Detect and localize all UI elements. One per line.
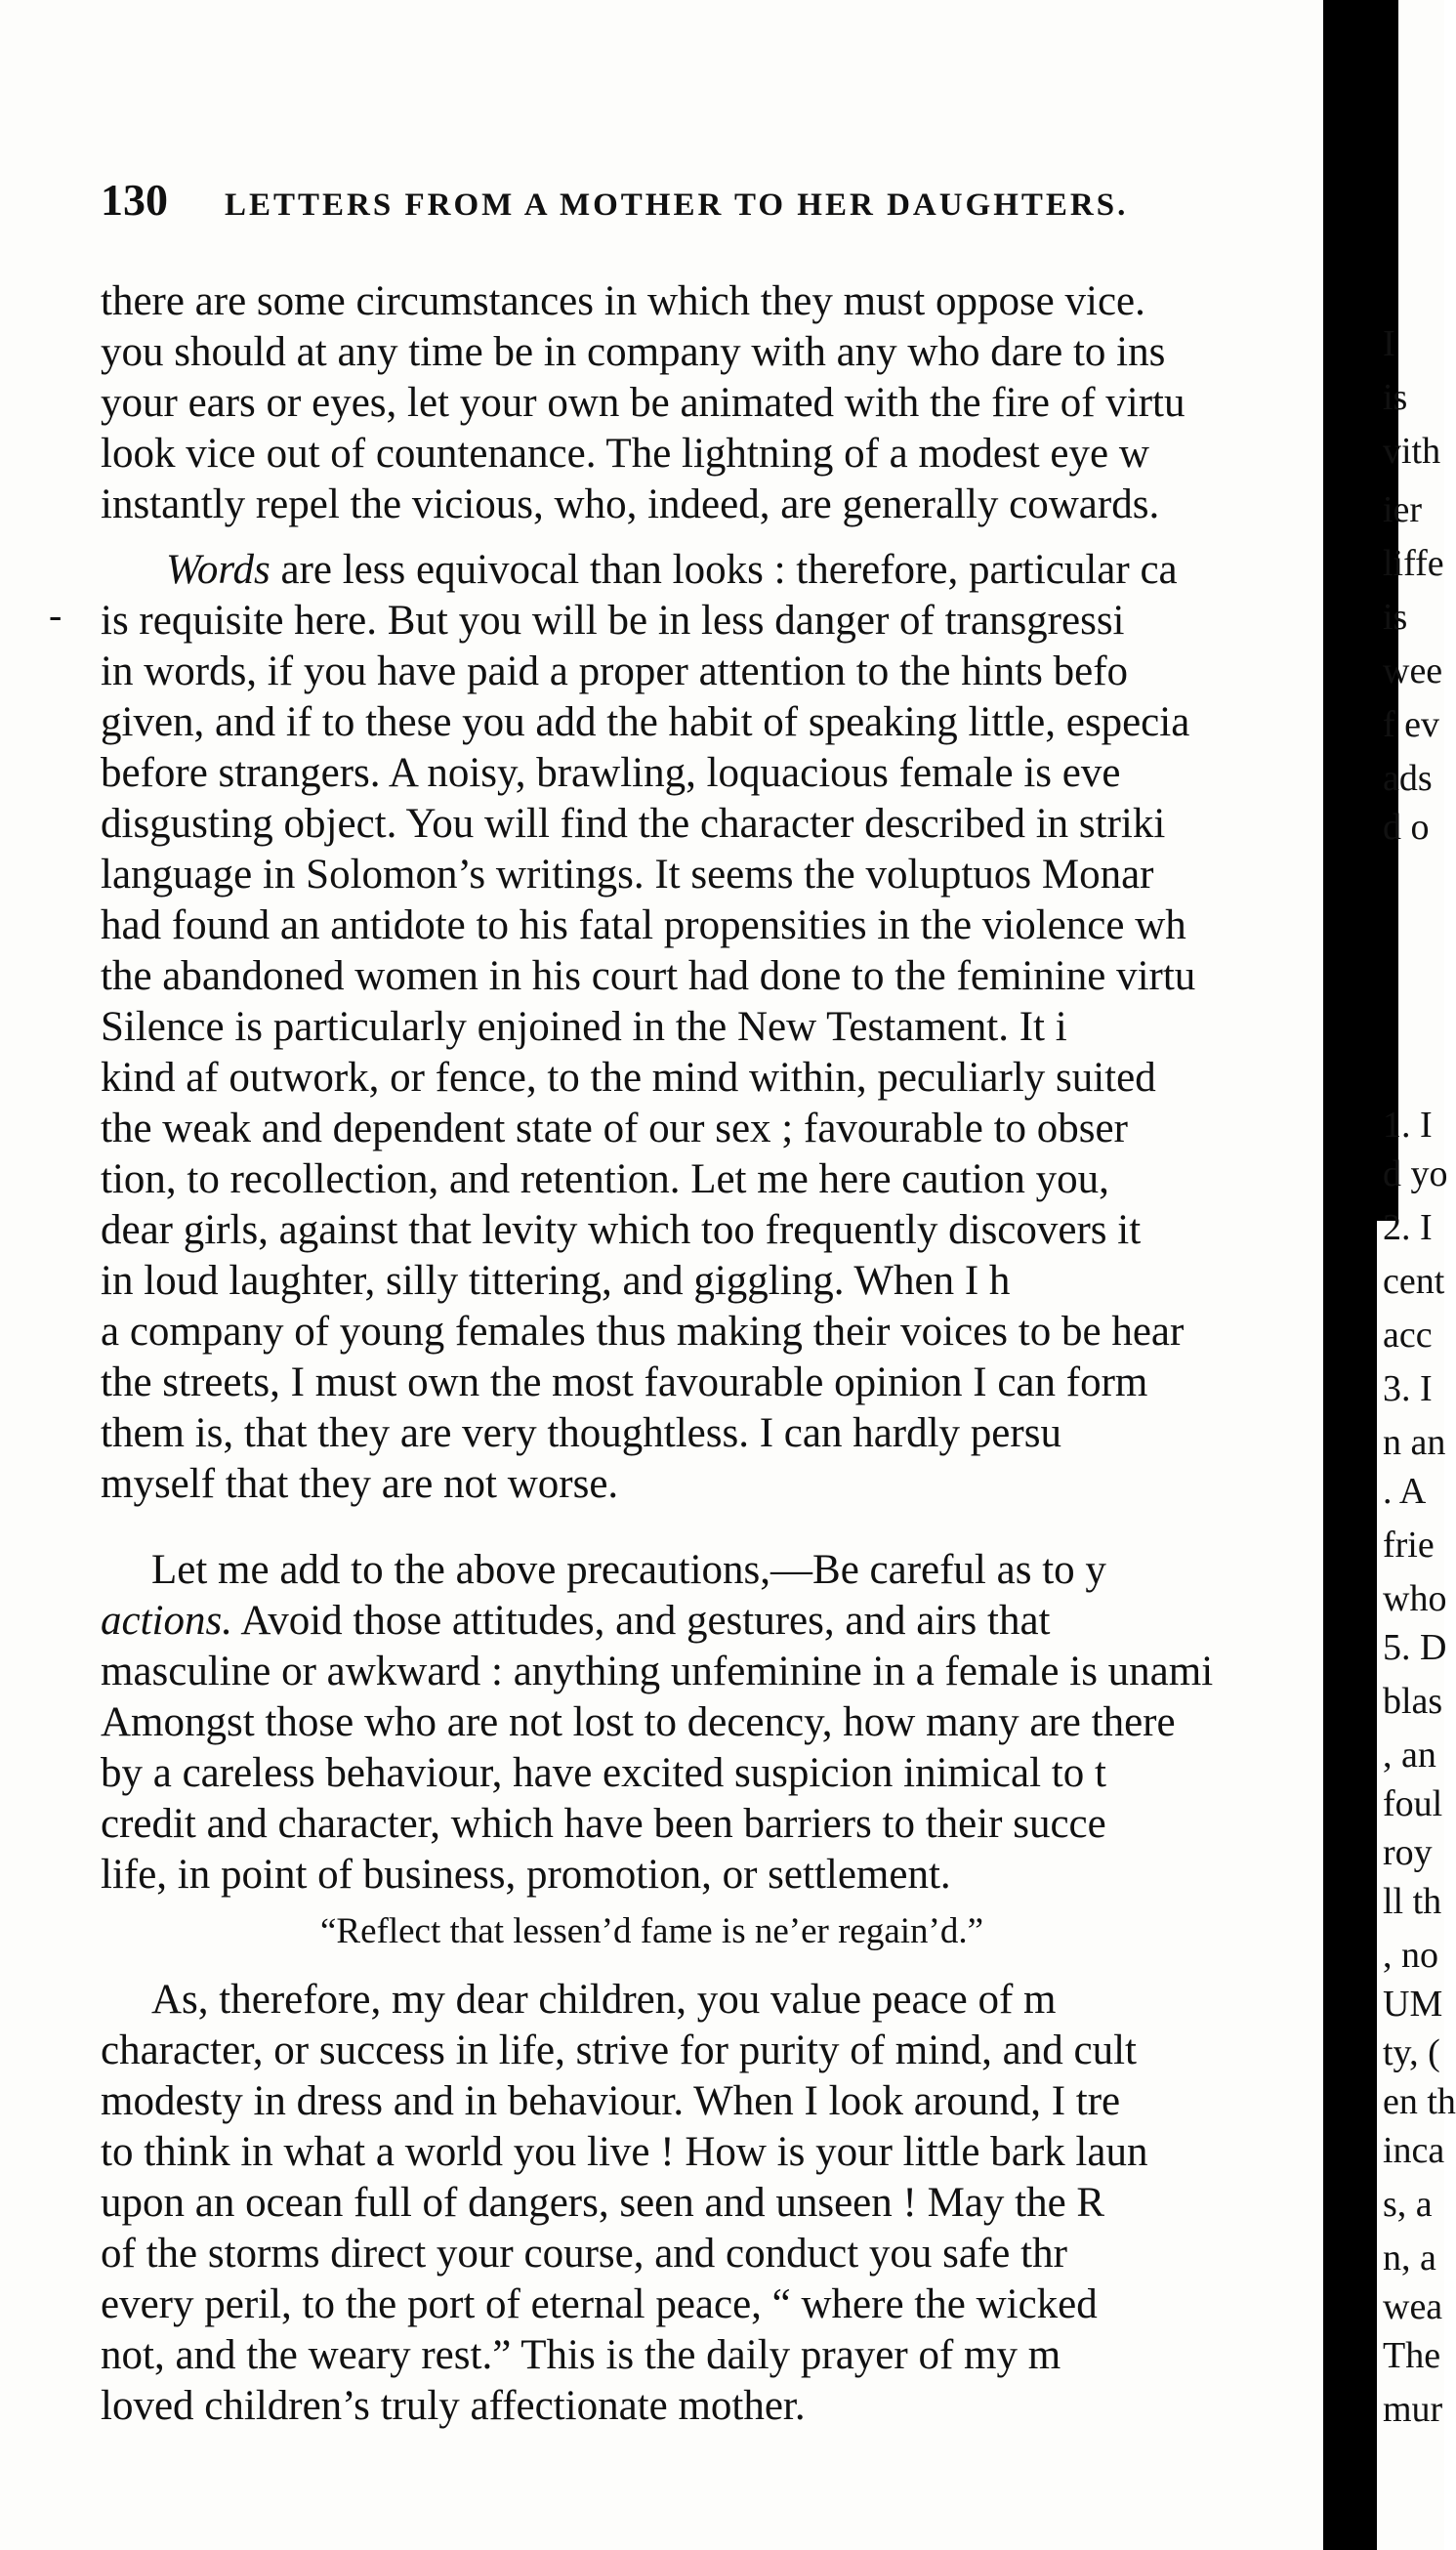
margin-fragment: foul bbox=[1383, 1783, 1443, 1824]
text-line: loved children’s truly affectionate mother. bbox=[101, 2383, 806, 2429]
margin-fragment: UM bbox=[1383, 1984, 1443, 2025]
margin-fragment: is bbox=[1383, 597, 1408, 638]
margin-fragment: is bbox=[1383, 377, 1408, 418]
margin-fragment: blas bbox=[1383, 1681, 1443, 1722]
italic-word: Words bbox=[166, 547, 270, 593]
margin-fragment: who bbox=[1383, 1578, 1447, 1619]
text-line: to think in what a world you live ! How is your little bark laun bbox=[101, 2129, 1148, 2175]
margin-fragment: d yo bbox=[1383, 1153, 1448, 1194]
margin-fragment: ll th bbox=[1383, 1881, 1442, 1922]
margin-fragment: acc bbox=[1383, 1315, 1433, 1356]
margin-fragment: n, a bbox=[1383, 2237, 1436, 2278]
text-line: kind af outwork, or fence, to the mind within, peculiarly suited bbox=[101, 1055, 1156, 1101]
text-line: the streets, I must own the most favourable opinion I can form bbox=[101, 1359, 1148, 1405]
margin-fragment: , an bbox=[1383, 1735, 1436, 1776]
paragraph-first-line: As, therefore, my dear children, you value peace of m bbox=[151, 1977, 1057, 2023]
margin-fragment: en th bbox=[1383, 2081, 1456, 2122]
text-line: tion, to recollection, and retention. Let me here caution you, bbox=[101, 1156, 1109, 1202]
margin-fragment: , no bbox=[1383, 1935, 1438, 1976]
text-line: the abandoned women in his court had done to the feminine virtu bbox=[101, 953, 1196, 999]
text-line: dear girls, against that levity which too frequently discovers it bbox=[101, 1207, 1142, 1253]
margin-fragment: I bbox=[1383, 323, 1395, 364]
margin-fragment: inca bbox=[1383, 2130, 1445, 2171]
text-line: a company of young females thus making their voices to be hear bbox=[101, 1309, 1185, 1355]
text-line: of the storms direct your course, and conduct you safe thr bbox=[101, 2231, 1067, 2277]
margin-fragment: . A bbox=[1383, 1471, 1427, 1512]
text-line: upon an ocean full of dangers, seen and unseen ! May the R bbox=[101, 2180, 1105, 2226]
margin-fragment: roy bbox=[1383, 1832, 1433, 1873]
page-number: 130 bbox=[101, 175, 168, 225]
text-line: them is, that they are very thoughtless. I can hardly persu bbox=[101, 1410, 1061, 1456]
margin-fragment: ads bbox=[1383, 758, 1433, 799]
page-header bbox=[101, 174, 1128, 226]
text-run: Avoid those attitudes, and gestures, and airs that bbox=[231, 1598, 1051, 1644]
margin-fragment: cent bbox=[1383, 1261, 1445, 1302]
margin-fragment: d o bbox=[1383, 807, 1430, 848]
italic-word: actions. bbox=[101, 1598, 232, 1644]
margin-fragment: wee bbox=[1383, 650, 1443, 691]
text-line: given, and if to these you add the habit of speaking little, especia bbox=[101, 699, 1190, 745]
text-line: language in Solomon’s writings. It seems the voluptuos Monar bbox=[101, 852, 1154, 898]
text-line: character, or success in life, strive for purity of mind, and cult bbox=[101, 2027, 1137, 2073]
margin-fragment: 1. I bbox=[1383, 1105, 1433, 1146]
text-line: before strangers. A noisy, brawling, loquacious female is eve bbox=[101, 750, 1121, 796]
margin-fragment: 2. I bbox=[1383, 1207, 1433, 1248]
margin-fragment: liffe bbox=[1383, 543, 1444, 584]
binding-shadow bbox=[1323, 0, 1377, 2550]
text-line: modesty in dress and in behaviour. When I look around, I tre bbox=[101, 2078, 1121, 2124]
text-line: disgusting object. You will find the character described in striki bbox=[101, 801, 1166, 847]
margin-fragment: frie bbox=[1383, 1525, 1435, 1566]
text-line: Amongst those who are not lost to decency, how many are there bbox=[101, 1699, 1176, 1745]
text-line: instantly repel the vicious, who, indeed, are generally cowards. bbox=[101, 481, 1160, 527]
text-line: every peril, to the port of eternal peace, “ where the wicked bbox=[101, 2281, 1098, 2327]
text-line: your ears or eyes, let your own be animated with the fire of virtu bbox=[101, 380, 1186, 426]
margin-fragment: vith bbox=[1383, 431, 1441, 472]
text-line: look vice out of countenance. The lightning of a modest eye w bbox=[101, 431, 1149, 477]
quotation-line: “Reflect that lessen’d fame is ne’er regain’d.” bbox=[320, 1911, 984, 1951]
text-line: myself that they are not worse. bbox=[101, 1461, 619, 1507]
text-line: masculine or awkward : anything unfeminine in a female is unami bbox=[101, 1649, 1214, 1694]
margin-fragment: ier bbox=[1383, 489, 1423, 530]
text-line: not, and the weary rest.” This is the daily prayer of my m bbox=[101, 2332, 1061, 2378]
margin-fragment: wea bbox=[1383, 2286, 1443, 2327]
text-line: in words, if you have paid a proper attention to the hints befo bbox=[101, 648, 1129, 694]
text-line: life, in point of business, promotion, or settlement. bbox=[101, 1852, 951, 1898]
margin-dash: - bbox=[49, 593, 62, 637]
margin-fragment: The bbox=[1383, 2335, 1441, 2376]
text-line: credit and character, which have been barriers to their succe bbox=[101, 1801, 1106, 1847]
margin-fragment: mur bbox=[1383, 2389, 1443, 2430]
text-line: is requisite here. But you will be in less danger of transgressi bbox=[101, 598, 1125, 644]
margin-fragment: 3. I bbox=[1383, 1368, 1433, 1409]
adjacent-page-strip bbox=[1377, 0, 1456, 2550]
margin-fragment: f ev bbox=[1383, 704, 1440, 745]
text-run: are less equivocal than looks : therefore, particular ca bbox=[270, 547, 1178, 593]
text-line: Silence is particularly enjoined in the New Testament. It i bbox=[101, 1004, 1067, 1050]
paragraph-first-line bbox=[166, 545, 1178, 596]
text-line: there are some circumstances in which they must oppose vice. bbox=[101, 278, 1145, 324]
text-line: had found an antidote to his fatal propensities in the violence wh bbox=[101, 902, 1186, 948]
margin-fragment: s, a bbox=[1383, 2184, 1433, 2225]
margin-fragment: n an bbox=[1383, 1422, 1446, 1463]
running-title: LETTERS FROM A MOTHER TO HER DAUGHTERS. bbox=[225, 188, 1129, 223]
text-line: the weak and dependent state of our sex ; favourable to obser bbox=[101, 1106, 1128, 1151]
text-line: in loud laughter, silly tittering, and giggling. When I h bbox=[101, 1258, 1011, 1304]
text-line: by a careless behaviour, have excited suspicion inimical to t bbox=[101, 1750, 1106, 1796]
paragraph-first-line: Let me add to the above precautions,—Be careful as to y bbox=[151, 1547, 1106, 1593]
text-line: you should at any time be in company with any who dare to ins bbox=[101, 329, 1166, 375]
margin-fragment: ty, ( bbox=[1383, 2032, 1440, 2073]
text-line bbox=[101, 1596, 1051, 1647]
margin-fragment: 5. D bbox=[1383, 1627, 1447, 1668]
